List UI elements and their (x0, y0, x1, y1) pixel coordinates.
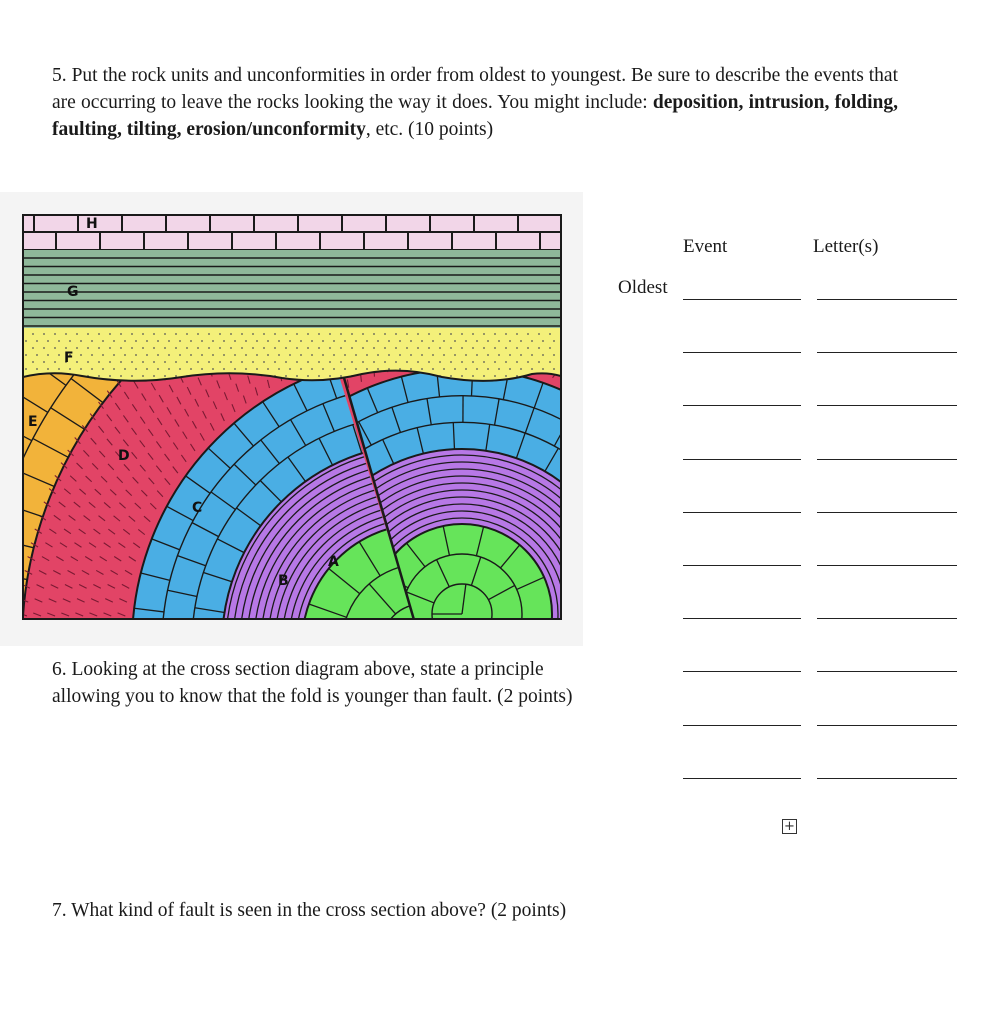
event-blank[interactable] (683, 671, 801, 672)
letters-blank[interactable] (817, 725, 957, 726)
event-blank[interactable] (683, 725, 801, 726)
letters-header: Letter(s) (813, 236, 879, 257)
letters-blank[interactable] (817, 618, 957, 619)
label-a: A (328, 554, 339, 570)
event-blank[interactable] (683, 405, 801, 406)
letters-blank[interactable] (817, 352, 957, 353)
label-d: D (118, 448, 130, 464)
label-b: B (278, 573, 289, 589)
label-h: H (86, 216, 98, 232)
question-5-intro: 5. Put the rock units and unconformities in order from oldest to youngest. Be sure to describe the events that are occurring to leave the rocks looking the way it does. You might include: (52, 65, 898, 113)
event-blank[interactable] (683, 299, 801, 300)
question-6: 6. Looking at the cross section diagram above, state a principle allowing you to know that the fold is younger than fault. (2 points) (52, 659, 573, 707)
letters-blank[interactable] (817, 512, 957, 513)
question-5-end: , etc. (10 points) (365, 119, 494, 140)
label-f: F (64, 350, 74, 366)
label-c: C (192, 500, 203, 516)
label-g: G (67, 284, 79, 300)
event-blank[interactable] (683, 565, 801, 566)
label-e: E (28, 414, 38, 430)
question-5 (52, 62, 898, 143)
letters-blank[interactable] (817, 459, 957, 460)
unit-g (22, 250, 562, 328)
letters-blank[interactable] (817, 778, 957, 779)
question-5-bold-terms: deposition, intrusion, folding, faulting, tilting, erosion/unconformity (52, 92, 899, 140)
event-header: Event (683, 236, 728, 257)
letters-blank[interactable] (817, 671, 957, 672)
event-blank[interactable] (683, 618, 801, 619)
plus-box-icon[interactable]: + (782, 819, 797, 834)
event-blank[interactable] (683, 352, 801, 353)
event-blank[interactable] (683, 778, 801, 779)
letters-blank[interactable] (817, 565, 957, 566)
event-blank[interactable] (683, 512, 801, 513)
letters-blank[interactable] (817, 405, 957, 406)
event-blank[interactable] (683, 459, 801, 460)
question-7: 7. What kind of fault is seen in the cross section above? (2 points) (52, 900, 567, 921)
oldest-label: Oldest (618, 277, 668, 298)
cross-section-diagram (22, 214, 562, 620)
letters-blank[interactable] (817, 299, 957, 300)
